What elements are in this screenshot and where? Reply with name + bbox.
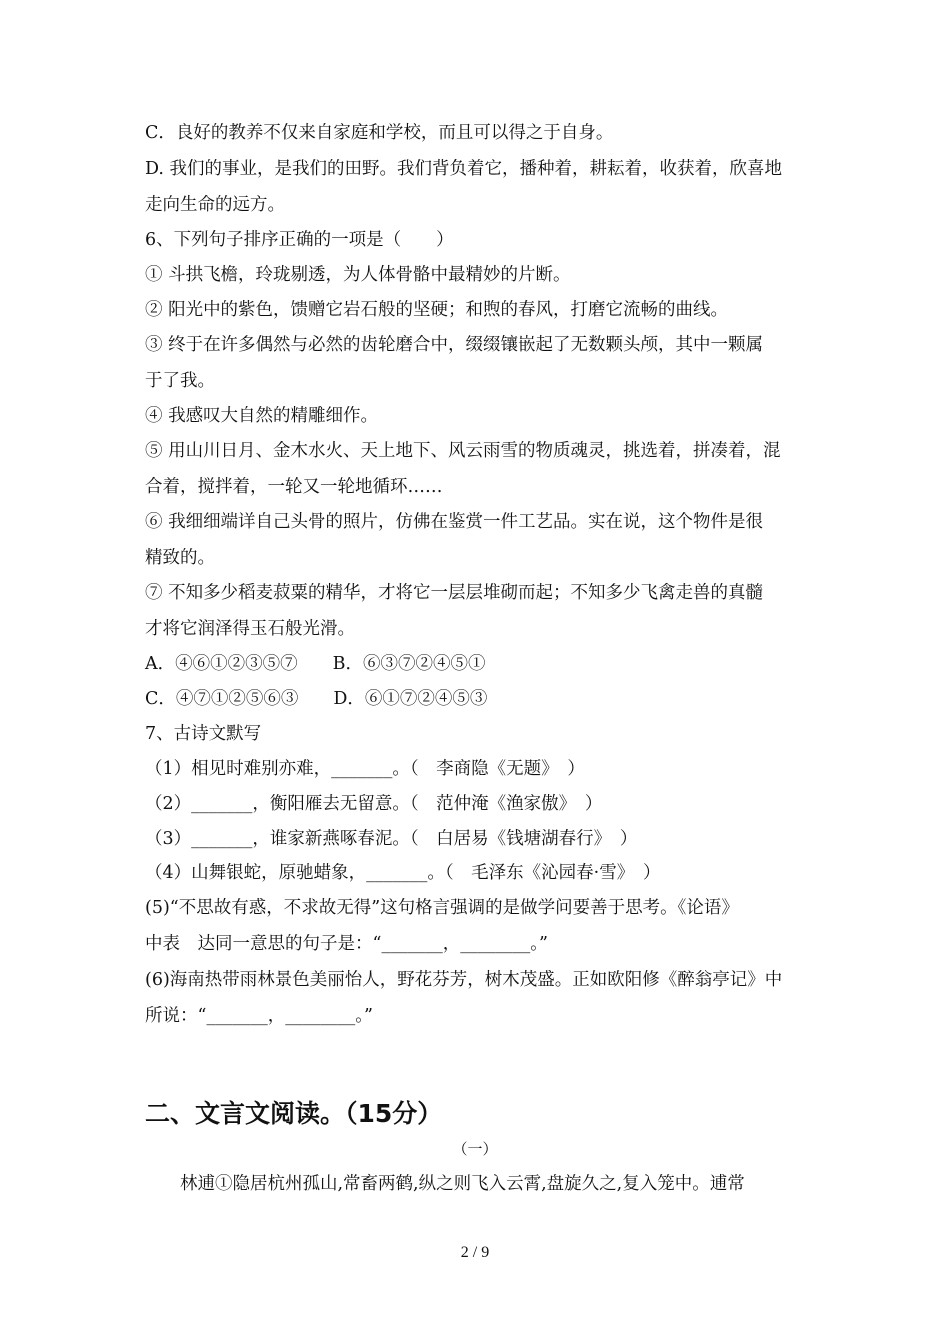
option-c-line: C．良好的教养不仅来自家庭和学校，而且可以得之于自身。 bbox=[145, 123, 614, 143]
poem-blank-5: (5)“不思故有惑，不求故无得”这句格言强调的是做学问要善于思考。《论语》 bbox=[145, 898, 739, 918]
poem-blank-2: （2）_______，衡阳雁去无留意。（ 范仲淹《渔家傲》 ） bbox=[145, 794, 603, 814]
options-c-d: C．④⑦①②⑤⑥③ D．⑥①⑦②④⑤③ bbox=[145, 689, 488, 709]
sentence-3: ③ 终于在许多偶然与必然的齿轮磨合中，缀缀镶嵌起了无数颗头颅，其中一颗属 bbox=[145, 335, 764, 355]
passage-paragraph: 林逋①隐居杭州孤山,常畜两鹤,纵之则飞入云霄,盘旋久之,复入笼中。逋常 bbox=[180, 1174, 745, 1194]
sentence-2: ② 阳光中的紫色，馈赠它岩石般的坚硬；和煦的春风，打磨它流畅的曲线。 bbox=[145, 300, 729, 320]
option-d-line: D. 我们的事业，是我们的田野。我们背负着它，播种着，耕耘着，收获着，欣喜地 bbox=[145, 159, 783, 179]
options-a-b: A．④⑥①②③⑤⑦ B．⑥③⑦②④⑤① bbox=[145, 654, 486, 674]
sentence-1: ① 斗拱飞檐，玲珑剔透，为人体骨骼中最精妙的片断。 bbox=[145, 265, 571, 285]
poem-blank-1: （1）相见时难别亦难，_______。（ 李商隐《无题》 ） bbox=[145, 759, 585, 779]
sentence-6-cont: 精致的。 bbox=[145, 548, 215, 568]
poem-blank-3: （3）_______，谁家新燕啄春泥。（ 白居易《钱塘湖春行》 ） bbox=[145, 829, 638, 849]
page-number: 2 / 9 bbox=[460, 1244, 490, 1261]
sentence-3-cont: 于了我。 bbox=[145, 371, 215, 391]
question-6-title: 6、下列句子排序正确的一项是（ ） bbox=[145, 230, 454, 250]
sentence-7-cont: 才将它润泽得玉石般光滑。 bbox=[145, 619, 355, 639]
sentence-4: ④ 我感叹大自然的精雕细作。 bbox=[145, 406, 379, 426]
question-7-title: 7、古诗文默写 bbox=[145, 724, 262, 744]
poem-blank-5-cont: 中表 达同一意思的句子是：“_______，________。” bbox=[145, 934, 548, 954]
sentence-7: ⑦ 不知多少稻麦菽粟的精华，才将它一层层堆砌而起；不知多少飞禽走兽的真髓 bbox=[145, 583, 764, 603]
option-d-line-cont: 走向生命的远方。 bbox=[145, 195, 285, 215]
poem-blank-4: （4）山舞银蛇，原驰蜡象，_______。（ 毛泽东《沁园春·雪》 ） bbox=[145, 863, 661, 883]
poem-blank-6-cont: 所说：“_______，________。” bbox=[145, 1006, 373, 1026]
section-heading: 二、文言文阅读。（15分） bbox=[145, 1099, 443, 1128]
sentence-5-cont: 合着，搅拌着，一轮又一轮地循环…… bbox=[145, 477, 443, 497]
sentence-5: ⑤ 用山川日月、金木水火、天上地下、风云雨雪的物质魂灵，挑选着，拼凑着，混 bbox=[145, 441, 781, 461]
section-subheading: （一） bbox=[452, 1140, 498, 1158]
sentence-6: ⑥ 我细细端详自己头骨的照片，仿佛在鉴赏一件工艺品。实在说，这个物件是很 bbox=[145, 512, 764, 532]
poem-blank-6: (6)海南热带雨林景色美丽怡人，野花芬芳，树木茂盛。正如欧阳修《醉翁亭记》中 bbox=[145, 970, 783, 990]
